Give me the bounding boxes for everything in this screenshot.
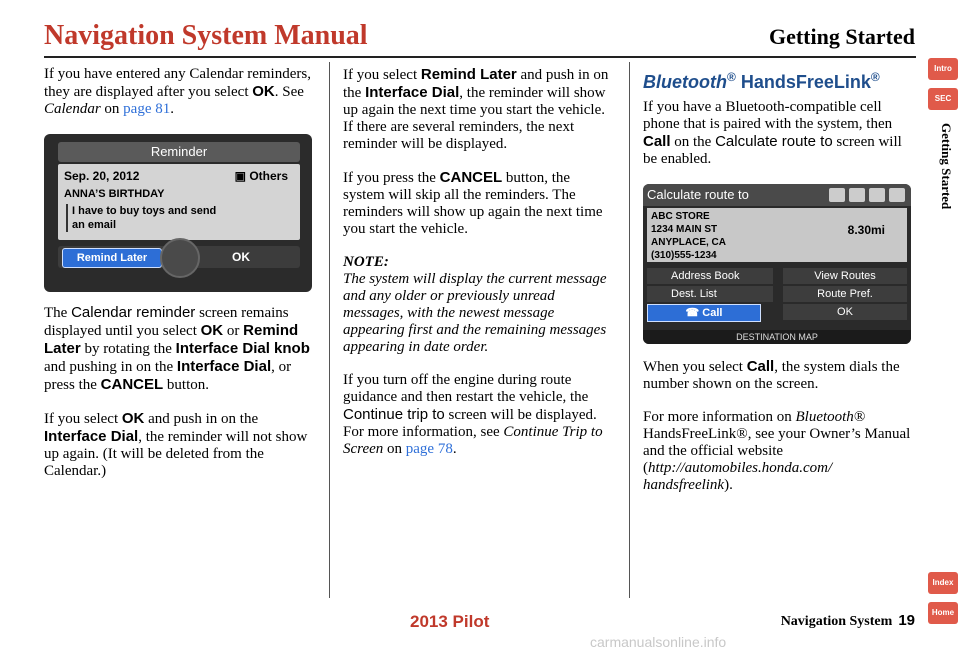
reminder-name: ANNA’S BIRTHDAY xyxy=(64,188,165,200)
address-book-button[interactable]: Address Book xyxy=(647,268,773,284)
watermark: carmanualsonline.info xyxy=(590,634,727,650)
model-label: 2013 Pilot xyxy=(410,612,490,631)
note-text: The system will display the current message and any older or previously unread messages, with the newest message appearing first and the remaining messages appearing in date order. xyxy=(343,271,607,355)
reminder-screenshot xyxy=(44,134,312,292)
honda-website-link[interactable]: http://automobiles.honda.com/ handsfreelink xyxy=(643,460,833,493)
destination-info: ABC STORE 1234 MAIN ST ANYPLACE, CA (310)555-1234 xyxy=(647,208,907,262)
toll-icon xyxy=(849,188,865,202)
home-tab[interactable]: Home xyxy=(928,602,958,624)
intro-tab[interactable]: Intro xyxy=(928,58,958,80)
calculate-route-screenshot xyxy=(643,184,911,344)
paragraph-select-ok: If you select OK and push in on the Interface Dial, the reminder will not show up again. (It will be deleted from the Calendar.) xyxy=(44,410,308,479)
route-pref-button[interactable]: Route Pref. xyxy=(783,286,907,302)
destination-map-label[interactable]: DESTINATION MAP xyxy=(643,330,911,344)
section-side-label: Getting Started xyxy=(939,122,954,210)
column-divider-1 xyxy=(329,62,330,598)
ok-button[interactable]: OK xyxy=(783,304,907,320)
paragraph-more-info: For more information on Bluetooth® HandsFreeLink®, see your Owner’s Manual and the official website (http://automobiles.honda.com/ handsfreelink). xyxy=(643,409,911,493)
page-81-link[interactable]: page 81 xyxy=(123,101,171,117)
paragraph-calendar-reminder: The Calendar reminder screen remains displayed until you select OK or Remind Later by rotating the Interface Dial knob and pushing in on the Interface Dial, or press the CANCEL button. xyxy=(44,304,310,393)
page-number: 19 xyxy=(898,612,915,629)
index-tab[interactable]: Index xyxy=(928,572,958,594)
sec-tab[interactable]: SEC xyxy=(928,88,958,110)
page-78-link[interactable]: page 78 xyxy=(405,441,453,457)
remind-later-button[interactable]: Remind Later xyxy=(62,248,162,268)
highway-icon xyxy=(829,188,845,202)
paragraph-cancel: If you press the CANCEL button, the system will skip all the reminders. The reminders will show up again the next time you start the vehicle. xyxy=(343,169,603,237)
section-title: Getting Started xyxy=(768,24,915,49)
page-footer: Navigation System 19 xyxy=(780,612,915,629)
bluetooth-heading: Bluetooth® HandsFreeLink® xyxy=(643,70,880,92)
traffic-icon xyxy=(889,188,905,202)
paragraph-bluetooth-phone: If you have a Bluetooth-compatible cell phone that is paired with the system, then Call on the Calculate route to screen will be enabled. xyxy=(643,99,902,167)
paragraph-call: When you select Call, the system dials the number shown on the screen. xyxy=(643,358,900,392)
column-1 xyxy=(44,66,314,496)
page-title: Navigation System Manual xyxy=(44,20,368,51)
ok-button[interactable]: OK xyxy=(232,250,250,264)
reminder-screen-header: Reminder xyxy=(58,142,300,162)
others-icon: ▣ xyxy=(234,169,250,183)
column-divider-2 xyxy=(629,62,630,598)
distance-readout: 8.30mi xyxy=(847,223,885,237)
call-button[interactable]: ☎ Call xyxy=(647,304,761,322)
dest-list-button[interactable]: Dest. List xyxy=(647,286,773,302)
note-label: NOTE: xyxy=(343,254,389,270)
paragraph-continue-trip: If you turn off the engine during route guidance and then restart the vehicle, the Continue trip to screen will be displayed. For more information, see Continue Trip to Screen on page 78. xyxy=(343,372,603,457)
phone-icon: ☎ xyxy=(685,307,703,319)
reminder-panel xyxy=(58,164,300,240)
ferry-icon xyxy=(869,188,885,202)
paragraph-remind-later: If you select Remind Later and push in on the Interface Dial, the reminder will show up again the next time you start the vehicle. If there are several reminders, the next reminder will be displayed. xyxy=(343,66,609,152)
column-2 xyxy=(343,66,613,474)
reminder-memo: I have to buy toys and send an email xyxy=(66,204,222,232)
header-rule xyxy=(44,56,916,58)
paragraph-calendar-intro: If you have entered any Calendar reminders, they are displayed after you select OK. See Calendar on page 81. xyxy=(44,66,311,117)
column-3 xyxy=(643,66,918,510)
calculate-route-header: Calculate route to xyxy=(643,184,911,206)
reminder-date: Sep. 20, 2012 xyxy=(64,169,140,183)
interface-dial-icon xyxy=(160,238,200,278)
reminder-category: ▣ Others xyxy=(234,169,288,183)
route-option-icons xyxy=(825,187,905,209)
view-routes-button[interactable]: View Routes xyxy=(783,268,907,284)
